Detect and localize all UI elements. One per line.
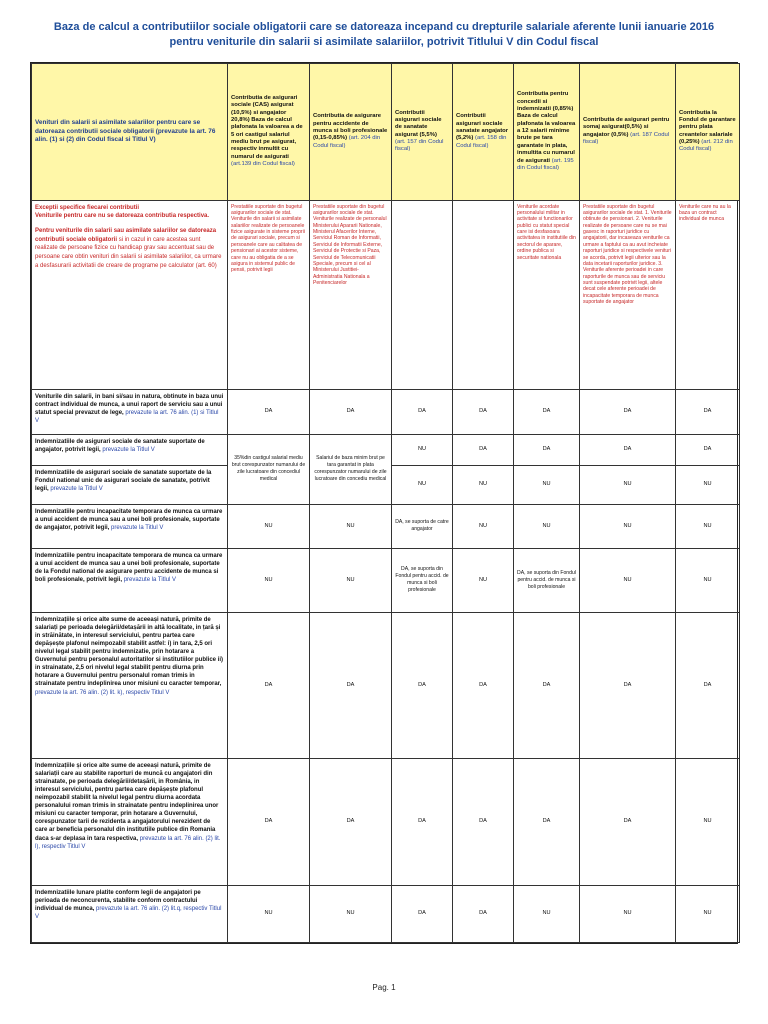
header-accidents-text: Contributia de asigurare pentru accidente de munca si boli profesionale (0,15-0,85%) xyxy=(313,113,388,142)
exception-guarantee-fund: Veniturile care nu au la baza un contract individual de munca xyxy=(676,200,740,389)
exceptions-row xyxy=(32,200,740,389)
exceptions-body-bold: Pentru veniturile din salarii sau asimilate salariilor se datoreaza contributii sociale obligatorii xyxy=(35,228,217,243)
exception-unemployment: Prestatiile suportate din bugetul asigurarilor sociale de stat. 1. Veniturile obtinute de pensionari. 2. Veniturile realizate de persoane care nu se mai gasesc in raporturi juridice cu angajatorii, dar incaseaza veniturile ca urmare a faptului ca au avut incheiate raporturi juridice si respectivele venituri se acorda, potrivit legii ulterior sau la data incetarii raporturilor juridice. 3. Veniturile aferente perioadei in care raporturile de munca sau de serviciu sunt suspendate potrivit legii, altele decat cele aferente perioadei de incapacitate temporara de munca suportate de angajator xyxy=(580,200,676,389)
cell-value: NU xyxy=(228,504,310,548)
table-row xyxy=(32,389,740,434)
cell-value: NU xyxy=(514,504,580,548)
cell-value: NU xyxy=(580,465,676,504)
page-number: Pag. 1 xyxy=(372,983,396,992)
row-label-ref: prevazute la art. 76 alin. (2) lit. l), respectiv Titlul V xyxy=(35,835,221,850)
header-guarantee-fund-ref: (art. 212 din Codul fiscal) xyxy=(679,139,733,153)
row-label-ref: prevazute la art. 76 alin. (1) si Titlul V xyxy=(35,409,219,424)
row-label xyxy=(32,612,228,758)
exceptions-title: Exceptii specifice fiecarei contributii xyxy=(35,204,140,211)
header-leave-allowances-ref: (art. 195 din Codul fiscal) xyxy=(517,157,574,171)
cell-value: NU xyxy=(676,548,740,612)
cell-value: DA xyxy=(453,389,514,434)
header-guarantee-fund-text: Contributia la Fondul de garantare pentru plata creantelor salariale (0,25%) xyxy=(679,109,736,146)
cell-value: NU xyxy=(676,885,740,942)
row-label xyxy=(32,548,228,612)
cell-value: NU xyxy=(392,465,453,504)
cell-value: DA xyxy=(676,389,740,434)
cell-value: DA xyxy=(580,758,676,885)
cell-value: DA xyxy=(514,434,580,465)
header-income-types xyxy=(32,63,228,200)
cell-value: DA xyxy=(514,758,580,885)
header-leave-allowances-text: Contributia pentru concedii si indemnizatii (0,85%) Baza de calcul plafonata la valoarea a 12 salarii minime brute pe tara garantate in plata, inmultita cu numarul de asigurati xyxy=(517,91,576,164)
row-label-ref: prevazute la Titlul V xyxy=(102,446,155,453)
cell-value: DA xyxy=(228,758,310,885)
cell-value: DA xyxy=(453,758,514,885)
cell-value: DA xyxy=(676,434,740,465)
row-label xyxy=(32,504,228,548)
header-guarantee-fund xyxy=(676,63,740,200)
exception-health-employer xyxy=(453,200,514,389)
row-label xyxy=(32,885,228,942)
header-unemployment-text: Contributia de asigurari pentru somaj asigurat(0,5%) si angajator (0,5%) xyxy=(583,116,670,138)
cell-value: DA, se suporta din Fondul pentru accid. de munca si boli profesionale xyxy=(514,548,580,612)
header-cas-text: Contributia de asigurari sociale (CAS) asigurat (10,5%) si angajator 20,8%) Baza de calcul plafonata la valoarea a de 5 ori castigul salariul mediu brut pe asigurat, respectiv inmultit cu numarul de asigurati xyxy=(231,94,303,160)
cell-value: DA, se suporta din Fondul pentru accid. de munca si boli profesionale xyxy=(392,548,453,612)
header-unemployment-ref: (art. 187 Codul fiscal) xyxy=(583,131,670,146)
exception-accidents: Prestatiile suportate din bugetul asigurarilor sociale de stat. Veniturile realizate de personalul Ministerului Apararii Nationale, Ministerul Afacerilor Interne, Serviciul Roman de Informatii, Serviciul de Informatii Externe, Serviciul de Protectie si Paza, Serviciul de Telecomunicatii Speciale, precum si cel al Ministerului Justitiei-Administratia Nationala a Penitenciarelor xyxy=(310,200,392,389)
cell-value: DA xyxy=(514,389,580,434)
cell-value: DA xyxy=(676,612,740,758)
header-health-employer xyxy=(453,63,514,200)
row-label xyxy=(32,465,228,504)
exceptions-subtitle: Veniturile pentru care nu se datoreaza contributia respectiva. xyxy=(35,213,210,220)
row-label xyxy=(32,434,228,465)
header-health-employer-ref: (art. 158 din Codul fiscal) xyxy=(456,135,507,149)
cell-value: DA xyxy=(310,612,392,758)
row-label xyxy=(32,389,228,434)
cell-value: DA xyxy=(392,885,453,942)
cell-value: NU xyxy=(310,504,392,548)
row-label-bold: Indemnizatiile de asigurari sociale de sanatate suportate de la Fondul national unic de asigurari sociale de sanatate, potrivit legii, xyxy=(35,469,212,492)
cell-value: 35%din castigul salarial mediu brut corespunzator numarului de zile lucratoare din concediul medical xyxy=(228,434,310,504)
cell-value: DA xyxy=(453,885,514,942)
row-label-bold: Veniturile din salarii, in bani si/sau in natura, obtinute in baza unui contract individual de munca, a unui raport de serviciu sau a unui statut special prevazut de lege, xyxy=(35,393,224,416)
cell-value: DA xyxy=(310,758,392,885)
header-accidents xyxy=(310,63,392,200)
header-col0-text: Venituri din salarii si asimilate salariilor pentru care se datoreaza contributii sociale obligatorii (prevazute la art. 76 alin. (1) si (2) din Codul fiscal si Titlul V) xyxy=(35,119,216,143)
table-row xyxy=(32,612,740,758)
header-health-insured-text: Contributii asigurari sociale de sanatate asigurat (5,5%) xyxy=(395,109,442,138)
cell-value: NU xyxy=(514,465,580,504)
exceptions-body-rest: si in cazul in care acestea sunt realizate de persoane fizice cu handicap grav sau accentuat sau de persoane care obtin venituri din salarii si asimilate salariilor, ca urmare a desfasurarii activitatii de creare de programe pe calculator (art. 60) xyxy=(35,236,222,269)
cell-value: DA xyxy=(580,612,676,758)
row-label xyxy=(32,758,228,885)
cell-value: DA xyxy=(580,389,676,434)
header-health-insured xyxy=(392,63,453,200)
cell-value: NU xyxy=(392,434,453,465)
cell-value: DA xyxy=(228,612,310,758)
table-row xyxy=(32,504,740,548)
row-label-bold: Indemnizațiile și orice alte sume de aceeași natură, primite de salariații care au stabilite raporturi de muncă cu angajatori din strainatate, pe perioada delegării/detașării, in România, in interesul serviciului, pentru partea care depășește plafonul neimpozabil stabilit la nivelul legal pentru diurna acordata personalului roman trimis in strainatate pentru indeplinirea unor misiuni cu caracter temporar, prin hotarare a Guvernului, corespunzator tarii de rezidenta a angajatorului nerezident de care ar beneficia personalul din institutiile publice din Romania daca s-ar deplasa in tara respectiva, xyxy=(35,762,219,842)
table-row xyxy=(32,548,740,612)
row-label-ref: prevazute la Titlul V xyxy=(123,576,177,583)
row-label-bold: Indemnizatiile pentru incapacitate temporara de munca ca urmare a unui accident de munca sau a unei boli profesionale, suportate de la Fondul national de asigurare pentru accidente de munca si boli profesionale, potrivit legii, xyxy=(35,552,223,583)
cell-value: NU xyxy=(580,548,676,612)
exception-leave-allowances: Veniturile acordate personalului militar in activitate si functionarilor publici cu statut special care isi desfasoara activitatea in institutiile din sectorul de aparare, ordine publica si securitate nationala xyxy=(514,200,580,389)
header-cas-ref: (art.139 din Codul fiscal) xyxy=(231,161,295,168)
cell-value: NU xyxy=(580,885,676,942)
cell-value: NU xyxy=(676,758,740,885)
page-title: Baza de calcul a contributiilor sociale obligatorii care se datoreaza incepand cu drepturile salariale aferente lunii ianuarie 2016 pentru veniturile din salarii si asimilate salariilor, potrivit Titlului V din Codul fiscal xyxy=(53,21,715,48)
row-label-ref: prevazute la Titlul V xyxy=(50,485,103,492)
exception-cas: Prestatiile suportate din bugetul asigurarilor sociale de stat. Veniturile din salarii si asimilate salariilor realizate de persoanele fizice asigurate in sisteme proprii de asigurari sociale, precum si persoanele care au calitatea de pensionari ai acestor sisteme, care nu au obligatia de a se asigura in sistemul public de pensii, potrivit legii xyxy=(228,200,310,389)
cell-value: DA xyxy=(310,389,392,434)
row-label-bold: Indemnizațiile și orice alte sume de aceeași natură, primite de salariați pe perioada delegării/detașării in altă localitate, in țară și in străinătate, in interesul serviciului, pentru partea care depășește plafonul neimpozabil stabilit astfel: i) in tara, 2,5 ori nivelul legal stabilit pentru indemnizatie, prin hotarare a Guvernului pentru personalul autoritatilor si institutiilor publice ii) in strainatate, 2,5 ori nivelul legal stabilit pentru diurna prin hotarare a Guvernului pentru personalul roman trimis in strainatate pentru indeplinirea unor misiuni cu caracter temporar, xyxy=(35,616,224,688)
contributions-table-sheet xyxy=(30,62,738,944)
cell-value: NU xyxy=(228,885,310,942)
cell-value: Salariul de baza minim brut pe tara garantat in plata corespunzator numarului de zile lucratoare din concediu medical xyxy=(310,434,392,504)
header-leave-allowances xyxy=(514,63,580,200)
header-cas xyxy=(228,63,310,200)
row-label-ref: prevazute la Titlul V xyxy=(111,524,164,531)
contributions-table xyxy=(31,63,740,943)
table-row xyxy=(32,885,740,942)
cell-value: DA xyxy=(453,612,514,758)
table-row xyxy=(32,434,740,465)
row-label-bold: Indemnizatiile de asigurari sociale de sanatate suportate de angajator, potrivit legii, xyxy=(35,438,205,453)
exceptions-label-cell xyxy=(32,200,228,389)
row-label-bold: Indemnizatiile lunare platite conform legii de angajatori pe perioada de neconcurenta, stabilite conform contractului individual de munca, xyxy=(35,889,201,912)
cell-value: DA xyxy=(228,389,310,434)
cell-value: NU xyxy=(228,548,310,612)
row-label-ref: prevazute la art. 76 alin. (2) lit.q, respectiv Titlul V xyxy=(35,905,222,920)
cell-value: NU xyxy=(453,465,514,504)
header-unemployment xyxy=(580,63,676,200)
exception-health-insured xyxy=(392,200,453,389)
header-accidents-ref: (art. 204 din Codul fiscal) xyxy=(313,135,381,149)
header-health-insured-ref: (art. 157 din Codul fiscal) xyxy=(395,139,444,153)
cell-value: DA xyxy=(392,389,453,434)
header-health-employer-text: Contributii asigurari sociale sanatate angajator (5,2%) xyxy=(456,113,509,142)
cell-value: NU xyxy=(580,504,676,548)
cell-value: DA xyxy=(392,612,453,758)
cell-value: DA xyxy=(580,434,676,465)
row-label-bold: Indemnizatiile pentru incapacitate temporara de munca ca urmare a unui accident de munca sau a unei boli profesionale, suportate de angajator, potrivit legii, xyxy=(35,508,223,531)
table-row xyxy=(32,758,740,885)
cell-value: NU xyxy=(310,885,392,942)
cell-value: NU xyxy=(514,885,580,942)
cell-value: DA xyxy=(514,612,580,758)
cell-value: DA, se suporta de catre angajator xyxy=(392,504,453,548)
cell-value: DA xyxy=(453,434,514,465)
row-label-ref: prevazute la art. 76 alin. (2) lit. k), respectiv Titlul V xyxy=(35,689,170,696)
cell-value: NU xyxy=(676,504,740,548)
cell-value: NU xyxy=(453,504,514,548)
cell-value: NU xyxy=(676,465,740,504)
cell-value: DA xyxy=(392,758,453,885)
cell-value: NU xyxy=(310,548,392,612)
cell-value: NU xyxy=(453,548,514,612)
